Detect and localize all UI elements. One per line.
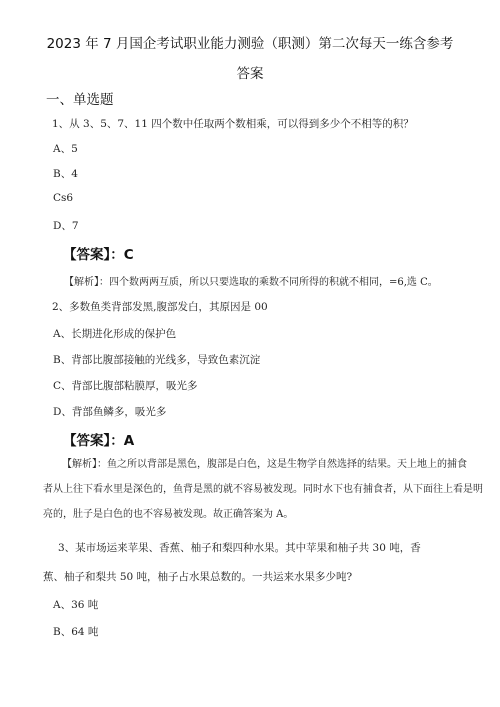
page-title-continued: 答案 [236, 66, 264, 82]
section-heading: 一、单选题 [46, 92, 114, 108]
question-2-stem: 2、多数鱼类背部发黑,腹部发白，其原因是 00 [52, 301, 268, 313]
question-1-option-d: D、7 [53, 220, 79, 232]
question-1-explanation: 【解析】：四个数两两互质，所以只要选取的乘数不同所得的积就不相同，=6,选 C。 [64, 277, 438, 288]
question-3-option-a: A、36 吨 [53, 599, 99, 611]
question-1-option-a: A、5 [53, 143, 78, 155]
question-3-option-b: B、64 吨 [53, 626, 99, 638]
question-2-option-b: B、背部比腹部接触的光线多，导致色素沉淀 [53, 354, 261, 366]
question-2-option-d: D、背部鱼鳞多，吸光多 [53, 406, 167, 418]
question-3-stem-line-1: 3、某市场运来苹果、香蕉、柚子和梨四种水果。其中苹果和柚子共 30 吨，香 [58, 542, 421, 554]
question-2-option-a: A、长期进化形成的保护色 [53, 328, 177, 340]
question-1-option-b: B、4 [53, 168, 78, 180]
question-1-stem: 1、从 3、5、7、11 四个数中任取两个数相乘，可以得到多少个不相等的积？ [52, 118, 414, 130]
question-3-stem-line-2: 蕉、柚子和梨共 50 吨，柚子占水果总数的。一共运来水果多少吨? [43, 571, 353, 583]
question-2-answer: 【答案】：A [63, 433, 135, 449]
page-title: 2023 年 7 月国企考试职业能力测验（职测）第二次每天一练含参考 [46, 36, 454, 52]
question-2-explanation-line-3: 亮的，肚子是白色的也不容易被发现。故正确答案为 A。 [43, 509, 294, 520]
question-2-explanation-line-2: 者从上往下看水里是深色的，鱼背是黑的就不容易被发现。同时水下也有捕食者，从下面往上看是明 [43, 484, 483, 495]
question-2-explanation-line-1: 【解析】：鱼之所以背部是黑色，腹部是白色，这是生物学自然选择的结果。天上地上的捕食 [62, 459, 467, 470]
question-1-option-c: Cs6 [53, 192, 74, 204]
question-1-answer: 【答案】：C [63, 247, 134, 263]
question-2-option-c: C、背部比腹部粘膜厚，吸光多 [53, 380, 198, 392]
